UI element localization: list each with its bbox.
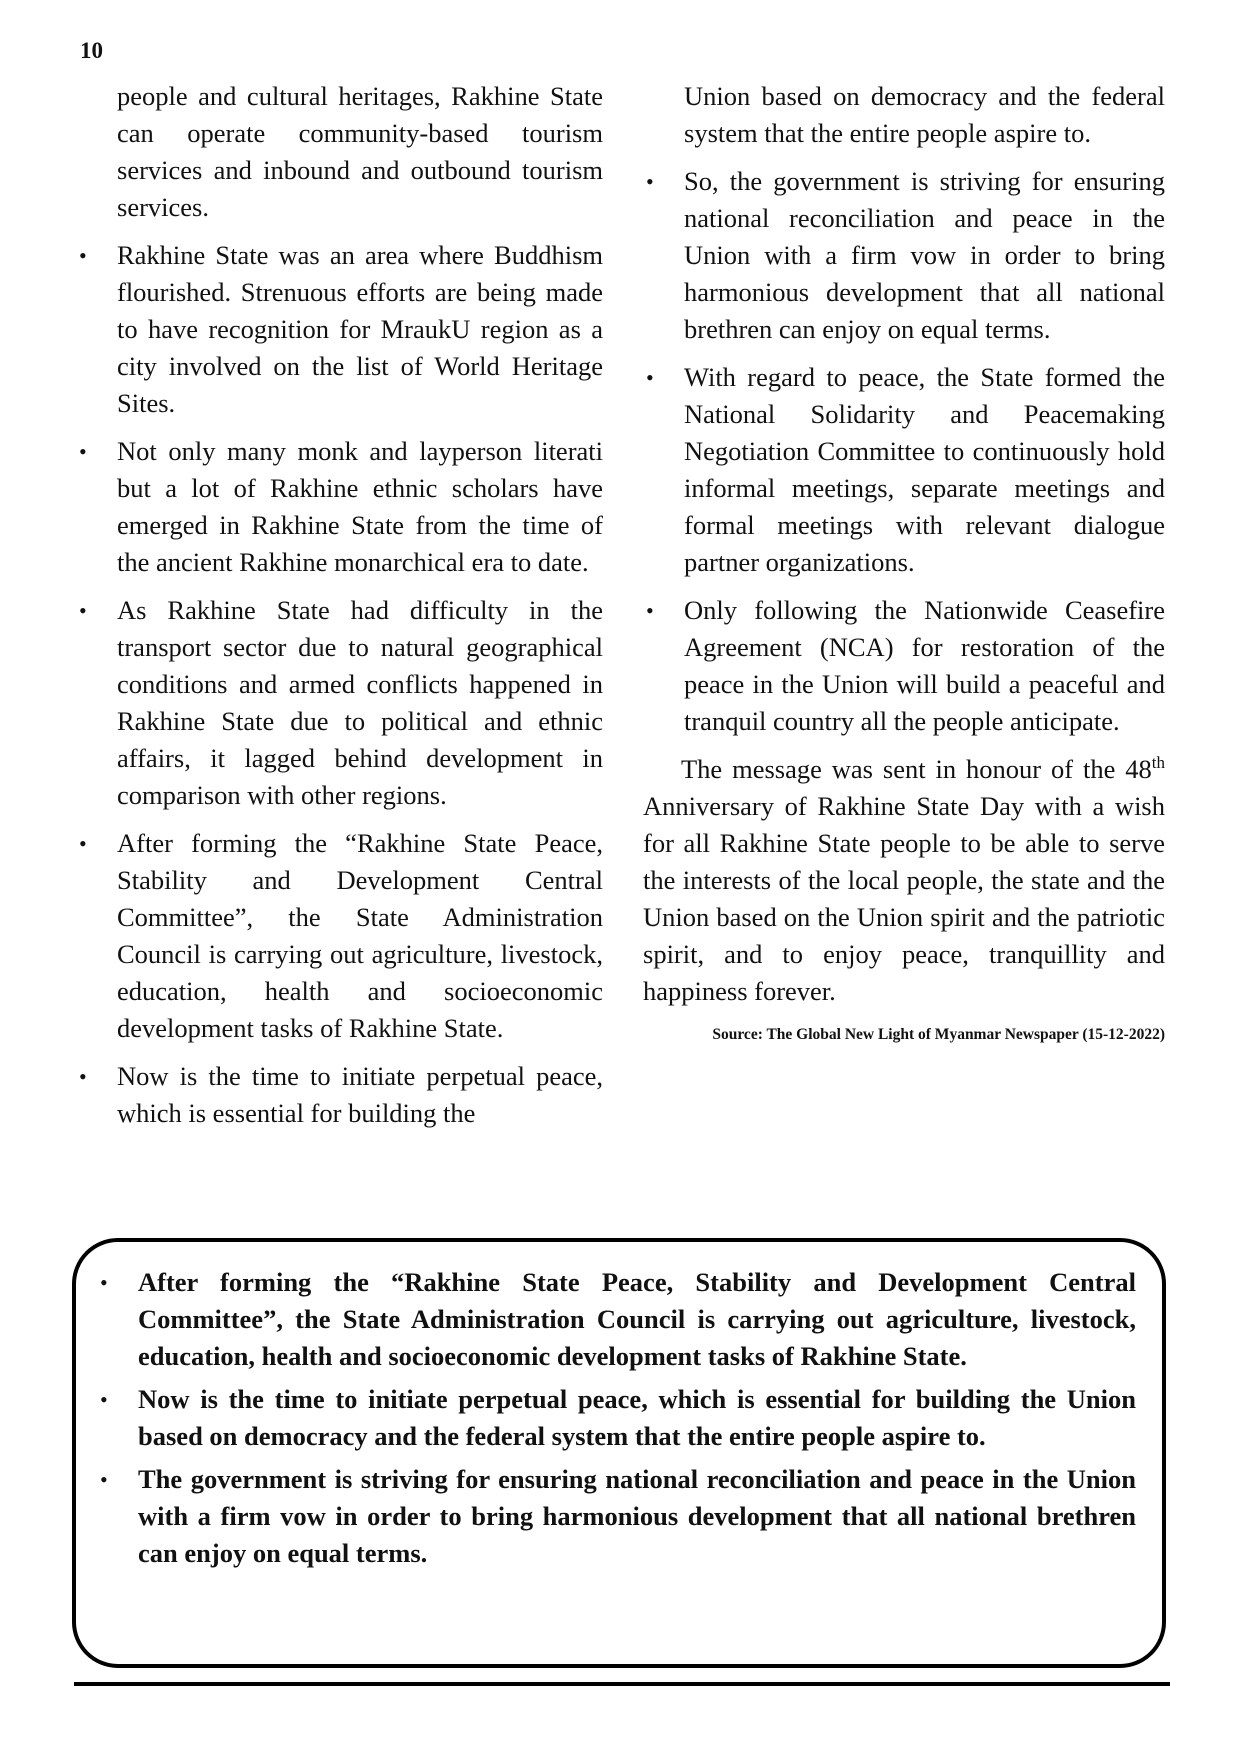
closing-text-end: Anniversary of Rakhine State Day with a wish for all Rakhine State people to be able to serve the interests of the local people, the state and the Union based on the Union spirit and the patriotic spirit, and to enjoy peace, tranquillity and happiness forever. xyxy=(643,791,1165,1006)
summary-item xyxy=(98,1264,1136,1375)
list-item-text: As Rakhine State had difficulty in the transport sector due to natural geographical conditions and armed conflicts happened in Rakhine State due to political and ethnic affairs, it lagged behind development in comparison with other regions. xyxy=(117,595,603,810)
list-item-text: Not only many monk and layperson literati but a lot of Rakhine ethnic scholars have emerged in Rakhine State from the time of the ancient Rakhine monarchical era to date. xyxy=(117,436,603,577)
summary-item-text: After forming the “Rakhine State Peace, Stability and Development Central Committee”, the State Administration Council is carrying out agriculture, livestock, education, health and socioeconomic development tasks of Rakhine State. xyxy=(138,1267,1136,1371)
summary-item-text: The government is striving for ensuring national reconciliation and peace in the Union with a firm vow in order to bring harmonious development that all national brethren can enjoy on equal terms. xyxy=(138,1464,1136,1568)
bullet-icon: • xyxy=(79,831,87,856)
list-item-text: Rakhine State was an area where Buddhism flourished. Strenuous efforts are being made to have recognition for MraukU region as a city involved on the list of World Heritage Sites. xyxy=(117,240,603,418)
summary-item xyxy=(98,1381,1136,1455)
summary-item-text: Now is the time to initiate perpetual peace, which is essential for building the Union based on democracy and the federal system that the entire people aspire to. xyxy=(138,1384,1136,1451)
bullet-icon: • xyxy=(646,365,654,390)
list-item xyxy=(76,825,603,1047)
list-item-text: Only following the Nationwide Ceasefire Agreement (NCA) for restoration of the peace in the Union will build a peaceful and tranquil country all the people anticipate. xyxy=(684,595,1165,736)
list-item xyxy=(76,592,603,814)
list-item xyxy=(76,237,603,422)
ordinal-superscript: th xyxy=(1151,753,1165,773)
footer-divider xyxy=(74,1682,1170,1686)
bullet-icon: • xyxy=(79,598,87,623)
summary-item xyxy=(98,1461,1136,1572)
list-item-text: Now is the time to initiate perpetual peace, which is essential for building the xyxy=(117,1061,603,1128)
list-item xyxy=(643,359,1165,581)
closing-paragraph xyxy=(643,751,1165,1010)
list-item-text: So, the government is striving for ensuring national reconciliation and peace in the Union with a firm vow in order to bring harmonious development that all national brethren can enjoy on equal terms. xyxy=(684,166,1165,344)
closing-text-start: The message was sent in honour of the 48 xyxy=(681,754,1152,784)
list-item xyxy=(643,592,1165,740)
left-continuation-text: people and cultural heritages, Rakhine State can operate community-based tourism services and inbound and outbound tourism services. xyxy=(117,81,603,222)
list-item-text: With regard to peace, the State formed the National Solidarity and Peacemaking Negotiation Committee to continuously hold informal meetings, separate meetings and formal meetings with relevant dialogue partner organizations. xyxy=(684,362,1165,577)
list-item xyxy=(76,433,603,581)
bullet-icon: • xyxy=(100,1467,108,1492)
bullet-icon: • xyxy=(79,243,87,268)
bullet-icon: • xyxy=(100,1270,108,1295)
summary-box xyxy=(72,1238,1166,1668)
bullet-icon: • xyxy=(646,169,654,194)
list-item xyxy=(76,1058,603,1132)
bullet-icon: • xyxy=(79,439,87,464)
bullet-icon: • xyxy=(100,1387,108,1412)
right-continuation-text: Union based on democracy and the federal system that the entire people aspire to. xyxy=(684,81,1165,148)
list-item xyxy=(643,163,1165,348)
right-column xyxy=(643,78,1165,1044)
list-item-text: After forming the “Rakhine State Peace, Stability and Development Central Committee”, the State Administration Council is carrying out agriculture, livestock, education, health and socioeconomic development tasks of Rakhine State. xyxy=(117,828,603,1043)
bullet-icon: • xyxy=(79,1064,87,1089)
bullet-icon: • xyxy=(646,598,654,623)
left-column xyxy=(76,78,603,1143)
page-number: 10 xyxy=(80,38,103,63)
source-citation: Source: The Global New Light of Myanmar Newspaper (15-12-2022) xyxy=(712,1026,1165,1043)
